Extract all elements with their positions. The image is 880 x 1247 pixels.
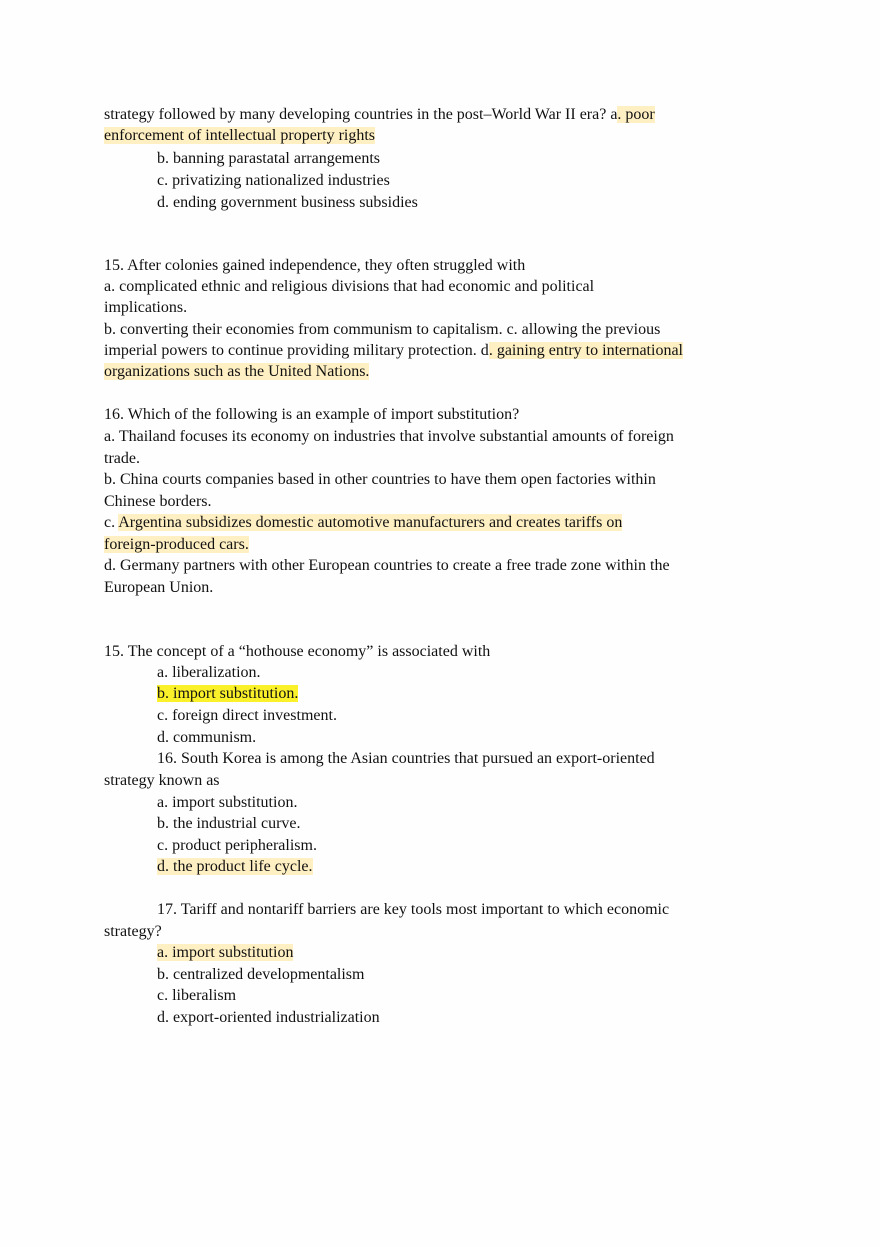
question-15-second: 15. The concept of a “hothouse economy” is associated with	[104, 643, 491, 660]
highlighted-answer: d. the product life cycle.	[157, 858, 313, 875]
option-c: c. liberalism	[157, 987, 237, 1004]
option-a: a. liberalization.	[157, 664, 261, 681]
question-16-second-line1: 16. South Korea is among the Asian countries that pursued an export-oriented	[157, 750, 655, 767]
highlighted-answer: organizations such as the United Nations.	[104, 363, 370, 380]
option-a	[157, 943, 293, 963]
question-15-first: 15. After colonies gained independence, they often struggled with	[104, 257, 526, 274]
option-c-line	[104, 341, 683, 361]
question-text: strategy followed by many developing countries in the post–World War II era? a	[104, 106, 618, 123]
option-b-line2: Chinese borders.	[104, 493, 212, 510]
option-c: c. foreign direct investment.	[157, 707, 337, 724]
question-17-line2: strategy?	[104, 923, 162, 940]
highlighted-answer: a. import substitution	[157, 944, 294, 961]
option-d	[157, 857, 313, 877]
option-b: b. the industrial curve.	[157, 815, 301, 832]
option-b	[157, 684, 298, 704]
option-prefix: c.	[104, 514, 119, 531]
highlighted-answer: b. import substitution.	[157, 685, 299, 702]
highlighted-answer: foreign-produced cars.	[104, 536, 249, 553]
option-a: a. import substitution.	[157, 794, 298, 811]
option-a-line2: implications.	[104, 299, 188, 316]
option-d: d. ending government business subsidies	[157, 194, 418, 211]
option-b: b. centralized developmentalism	[157, 966, 365, 983]
option-d-line	[104, 362, 369, 382]
option-b: b. banning parastatal arrangements	[157, 150, 381, 167]
option-d-line1: d. Germany partners with other European countries to create a free trade zone within the	[104, 557, 670, 574]
option-a-line2: trade.	[104, 450, 140, 467]
highlighted-answer: . poor	[617, 106, 655, 123]
highlighted-answer: Argentina subsidizes domestic automotive manufacturers and creates tariffs on	[118, 514, 623, 531]
option-c: c. product peripheralism.	[157, 837, 317, 854]
option-b-line: b. converting their economies from communism to capitalism. c. allowing the previous	[104, 321, 661, 338]
option-c: c. privatizing nationalized industries	[157, 172, 390, 189]
question-line	[104, 105, 655, 125]
option-d: d. communism.	[157, 729, 257, 746]
option-a-line1: a. Thailand focuses its economy on industries that involve substantial amounts of foreign	[104, 428, 674, 445]
option-d-line2: European Union.	[104, 579, 214, 596]
question-16-second-line2: strategy known as	[104, 772, 220, 789]
highlighted-answer: enforcement of intellectual property rights	[104, 127, 376, 144]
answer-line	[104, 126, 375, 146]
option-a-line1: a. complicated ethnic and religious divisions that had economic and political	[104, 278, 595, 295]
option-c-line1	[104, 513, 622, 533]
option-b-line1: b. China courts companies based in other countries to have them open factories within	[104, 471, 656, 488]
highlighted-answer: . gaining entry to international	[488, 342, 683, 359]
option-d: d. export-oriented industrialization	[157, 1009, 380, 1026]
option-text: imperial powers to continue providing military protection. d	[104, 342, 489, 359]
option-c-line2	[104, 535, 249, 555]
question-16-first: 16. Which of the following is an example of import substitution?	[104, 406, 520, 423]
question-17-line1: 17. Tariff and nontariff barriers are key tools most important to which economic	[157, 901, 670, 918]
